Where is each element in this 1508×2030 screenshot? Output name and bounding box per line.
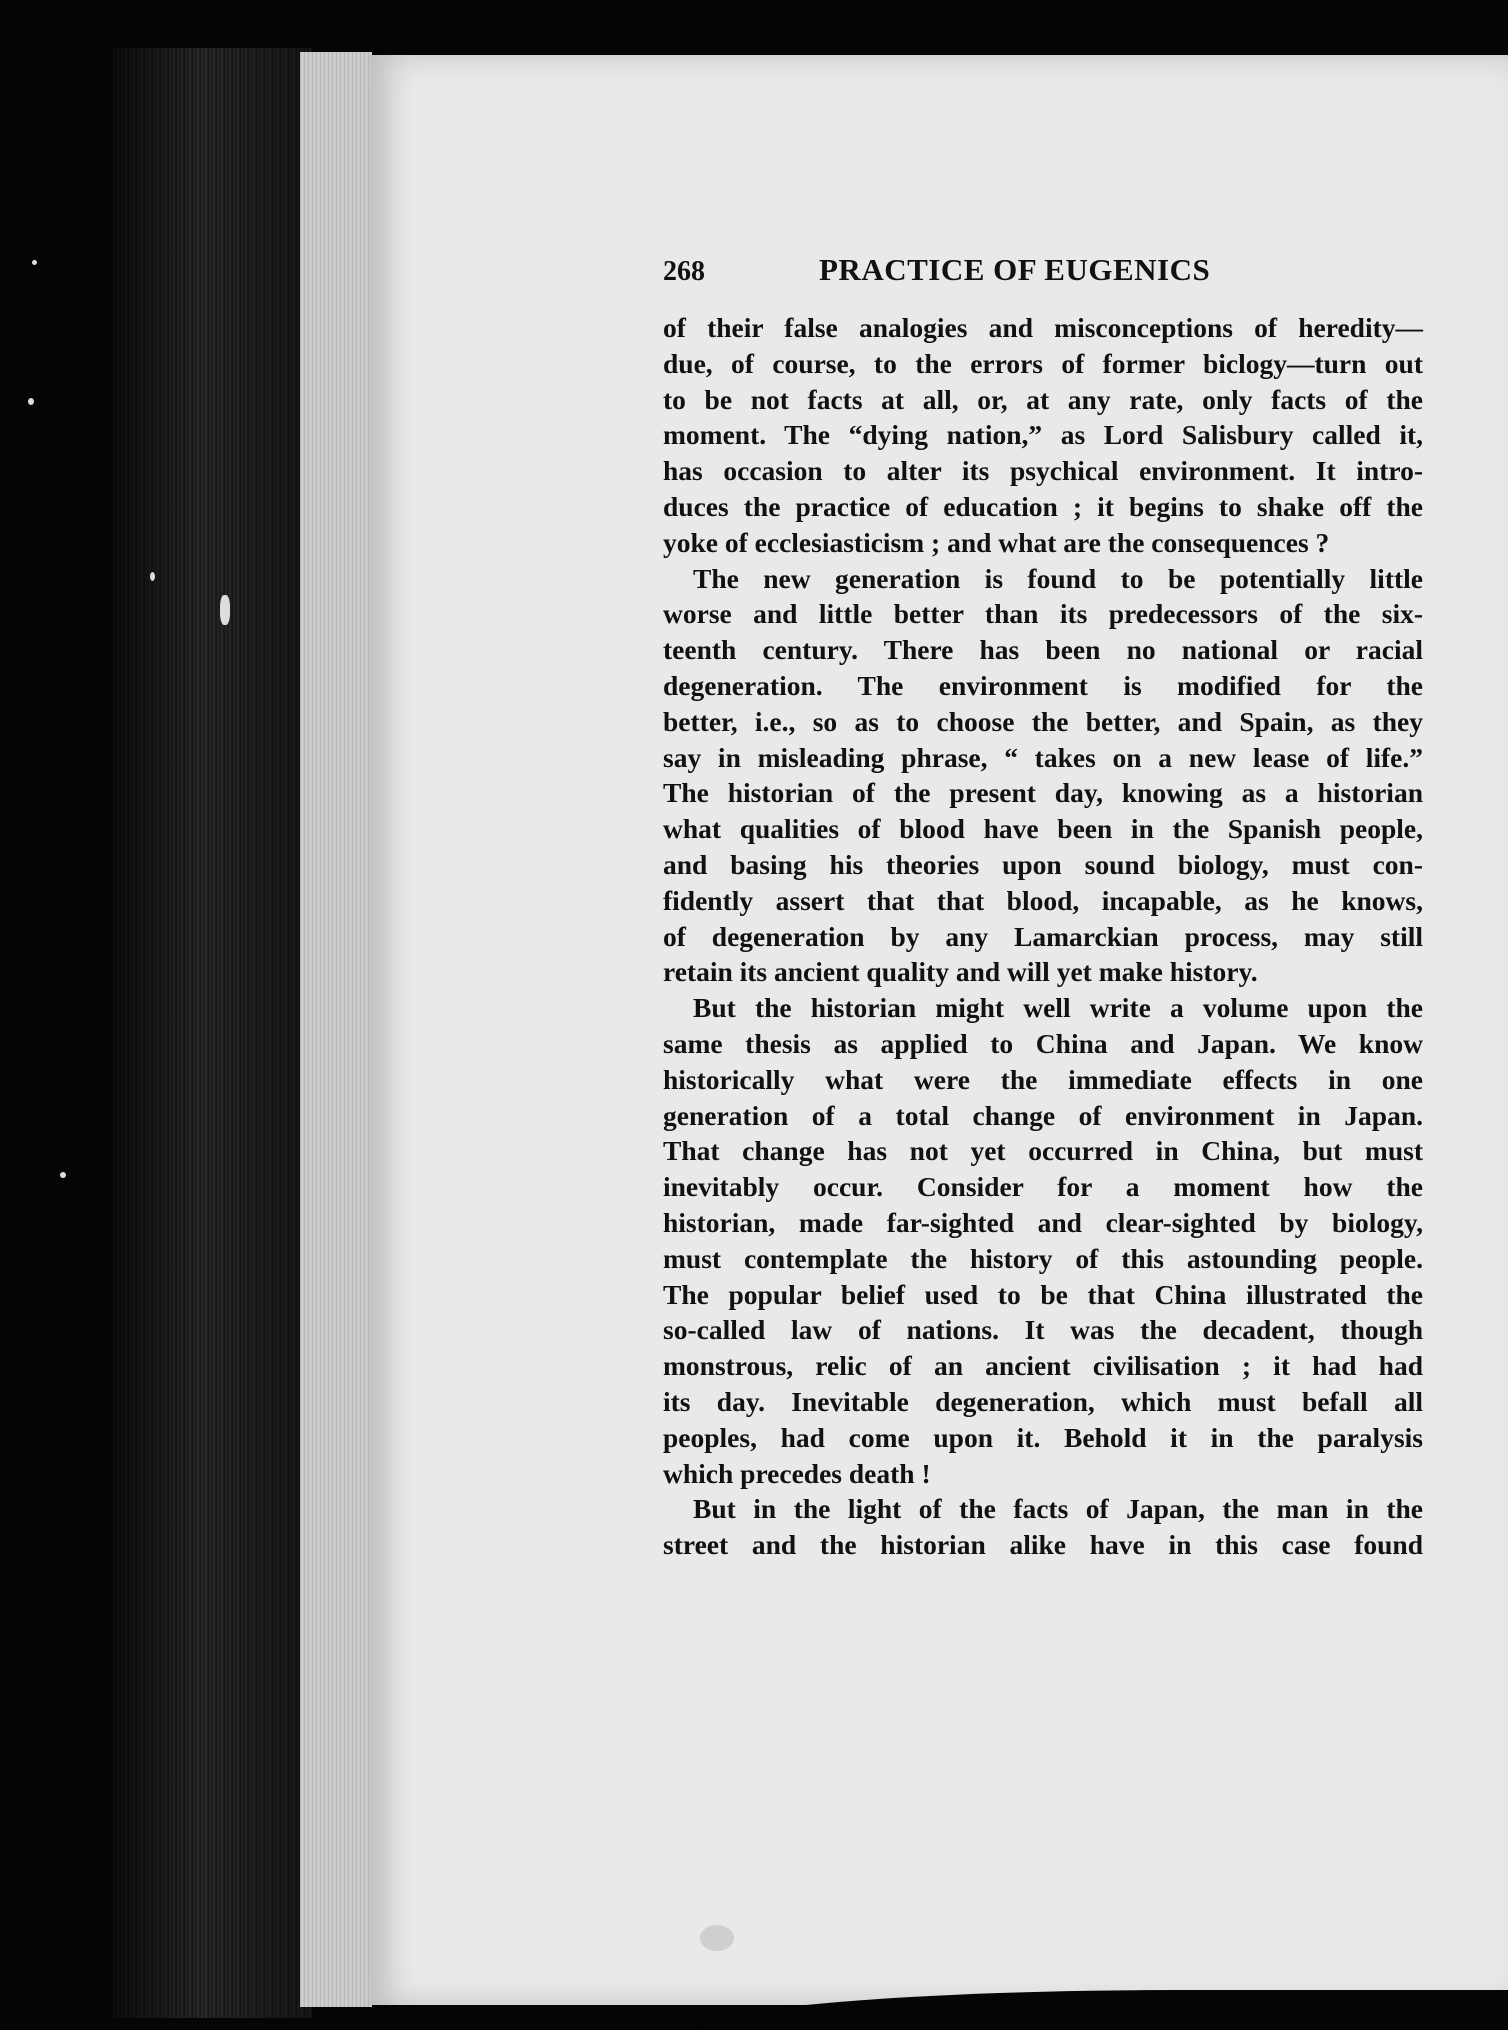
text-line: what qualities of blood have been in the Spanish people,: [663, 813, 1423, 845]
text-line: has occasion to alter its psychical environment. It intro-: [663, 455, 1423, 487]
book-spine-shade: [112, 48, 312, 2018]
text-line: of their false analogies and misconceptions of heredity—: [663, 312, 1423, 343]
text-line: The new generation is found to be potentially little: [693, 562, 1423, 594]
page-header: [663, 250, 1423, 290]
text-line: The popular belief used to be that China illustrated the: [663, 1278, 1423, 1310]
text-line: moment. The “dying nation,” as Lord Salisbury called it,: [663, 419, 1423, 451]
text-line: historically what were the immediate effects in one: [663, 1063, 1423, 1095]
text-line: That change has not yet occurred in China, but must: [663, 1135, 1423, 1167]
text-line: teenth century. There has been no national or racial: [663, 634, 1423, 666]
text-line: But the historian might well write a volume upon the: [693, 992, 1423, 1024]
body-text: [663, 310, 1423, 1563]
text-line: worse and little better than its predecessors of the six-: [663, 598, 1423, 630]
text-line: yoke of ecclesiasticism ; and what are the consequences ?: [663, 526, 1330, 558]
text-line: retain its ancient quality and will yet make history.: [663, 956, 1258, 988]
text-line: street and the historian alike have in this case found: [663, 1529, 1423, 1561]
running-head: PRACTICE OF EUGENICS: [819, 252, 1211, 287]
text-line: same thesis as applied to China and Japan. We know: [663, 1027, 1423, 1059]
text-line: better, i.e., so as to choose the better, and Spain, as they: [663, 705, 1423, 737]
text-line: inevitably occur. Consider for a moment how the: [663, 1171, 1423, 1203]
text-line: and basing his theories upon sound biology, must con-: [663, 848, 1423, 880]
text-line: generation of a total change of environment in Japan.: [663, 1099, 1423, 1131]
text-line: say in misleading phrase, “ takes on a new lease of life.”: [663, 741, 1423, 773]
text-line: its day. Inevitable degeneration, which must befall all: [663, 1385, 1423, 1417]
text-line: of degeneration by any Lamarckian process, may still: [663, 920, 1423, 952]
text-line: historian, made far-sighted and clear-sighted by biology,: [663, 1206, 1423, 1238]
text-line: to be not facts at all, or, at any rate, only facts of the: [663, 383, 1423, 415]
text-line: duces the practice of education ; it begins to shake off the: [663, 490, 1423, 522]
text-line: The historian of the present day, knowing as a historian: [663, 777, 1423, 809]
text-line: must contemplate the history of this astounding people.: [663, 1242, 1423, 1274]
text-line: fidently assert that that blood, incapable, as he knows,: [663, 884, 1423, 916]
text-line: which precedes death !: [663, 1457, 931, 1489]
text-line: degeneration. The environment is modified for the: [663, 669, 1423, 701]
text-line: But in the light of the facts of Japan, the man in the: [693, 1493, 1423, 1525]
text-line: peoples, had come upon it. Behold it in the paralysis: [663, 1421, 1423, 1453]
text-line: monstrous, relic of an ancient civilisation ; it had had: [663, 1350, 1423, 1382]
page-stack-edge: [300, 52, 372, 2007]
page-number: 268: [663, 256, 705, 287]
text-line: due, of course, to the errors of former biclogy—turn out: [663, 347, 1423, 379]
text-line: so-called law of nations. It was the decadent, though: [663, 1314, 1423, 1346]
